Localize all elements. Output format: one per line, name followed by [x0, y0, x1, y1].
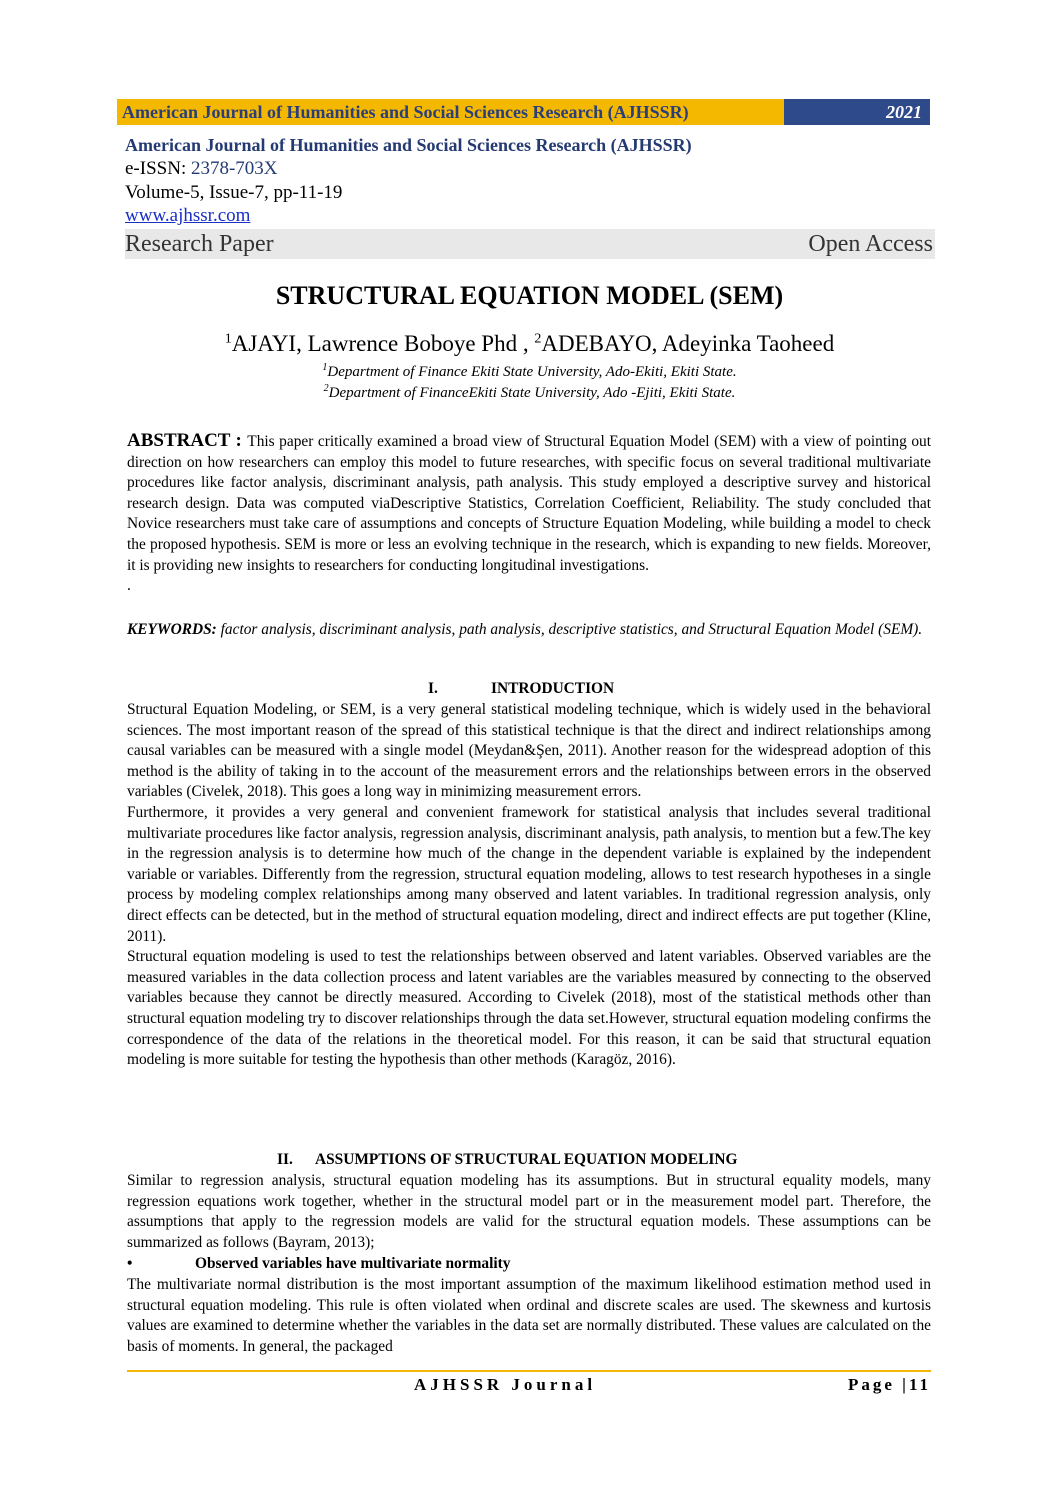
- issn-value: 2378-703X: [190, 158, 278, 179]
- footer-page-label: Page |: [848, 1375, 909, 1394]
- journal-meta: [125, 133, 935, 259]
- section-2-title: ASSUMPTIONS OF STRUCTURAL EQUATION MODELING: [315, 1151, 738, 1168]
- intro-paragraph-3: Structural equation modeling is used to test the relationships between observed and latent variables. Observed variables are the measured variables in the data collection process and latent variables are the variables measured by connecting to the observed variables because they cannot be directly measured. According to Civelek (2018), most of the statistical methods other than structural equation modeling try to discover relationships through the data set.However, structural equation modeling confirms the correspondence of the data of the relations in the theoretical model. For this reason, it can be said that structural equation modeling is more suitable for testing the hypothesis than other methods (Karagöz, 2016).: [127, 948, 931, 1069]
- normality-paragraph: The multivariate normal distribution is the most important assumption of the maximum likelihood estimation method used in structural equation modeling. This rule is often violated when ordinal and discrete scales are used. The skewness and kurtosis values are examined to determine whether the variables in the data set are normally distributed. These values are calculated on the basis of moments. In general, the packaged: [127, 1276, 931, 1355]
- affiliation-2: [0, 383, 1059, 402]
- bullet-icon: •: [127, 1255, 133, 1272]
- paper-title: STRUCTURAL EQUATION MODEL (SEM): [275, 281, 784, 310]
- section-2-body: [127, 1171, 931, 1253]
- paper-type: Research Paper: [125, 230, 274, 257]
- section-1-title: INTRODUCTION: [491, 680, 615, 697]
- header-year: 2021: [784, 99, 930, 125]
- author1-sup: 1: [224, 331, 232, 347]
- author2: ADEBAYO, Adeyinka Taoheed: [541, 331, 835, 356]
- meta-journal-name: American Journal of Humanities and Social Sciences Research (AJHSSR): [125, 135, 692, 155]
- assumptions-paragraph: Similar to regression analysis, structural equation modeling has its assumptions. But in structural equality models, many regression equations work together, whether in the structural model part or in the measurement model part. Therefore, the assumptions that apply to the regression models are valid for the structural equation models. These assumptions can be summarized as follows (Bayram, 2013);: [127, 1172, 931, 1251]
- affiliation-1-sup: 1: [322, 362, 328, 373]
- paper-type-strip: [125, 229, 935, 259]
- affiliation-1-text: Department of Finance Ekiti State University, Ado-Ekiti, Ekiti State.: [327, 364, 737, 380]
- abstract-text: This paper critically examined a broad view of Structural Equation Model (SEM) with a view of pointing out direction on how researchers can employ this model to future researches, with specific focus on several traditional multivariate procedures like factor analysis, discriminant analysis, path analysis. This study employed a descriptive survey and historical research design. Data was computed viaDescriptive Statistics, Correlation Coefficient, Reliability. The study concluded that Novice researchers must take care of assumptions and concepts of Structure Equation Modeling, while building a model to check the proposed hypothesis. SEM is more or less an evolving technique in the research, which is expanding to new fields. Moreover, it is providing new insights to researchers for conducting longitudinal investigations.: [127, 433, 931, 574]
- affiliation-2-sup: 2: [323, 383, 329, 394]
- section-2-number: II.: [277, 1151, 293, 1168]
- intro-paragraph-2: Furthermore, it provides a very general and convenient framework for statistical analysis that includes several traditional multivariate procedures like factor analysis, regression analysis, discriminant analysis, path analysis, to mention but a few.The key in the regression analysis is to determine how much of the change in the dependent variable is explained by the independent variable or variables. Differently from the regression, structural equation modeling, allows to test research hypotheses in a single process by modeling complex relationships among many observed and latent variables. In traditional regression analysis, only direct effects can be detected, but in the method of structural equation modeling, direct and indirect effects are put together (Kline, 2011).: [127, 803, 931, 945]
- journal-header-bar: [117, 99, 930, 125]
- bullet-item: [127, 1255, 510, 1273]
- abstract-dot: .: [127, 577, 131, 595]
- footer-page: [848, 1375, 931, 1395]
- section-1-number: I.: [428, 680, 438, 697]
- footer-divider: [127, 1370, 931, 1372]
- section-2-body-continued: [127, 1275, 931, 1357]
- abstract-label: ABSTRACT :: [127, 430, 248, 451]
- keywords: [127, 620, 931, 641]
- website-link[interactable]: www.ajhssr.com: [125, 205, 251, 226]
- author2-sup: 2: [534, 331, 542, 347]
- meta-issn: [125, 157, 935, 181]
- header-journal-name: American Journal of Humanities and Social Sciences Research (AJHSSR): [117, 99, 784, 125]
- abstract: [127, 431, 931, 597]
- intro-paragraph-1: Structural Equation Modeling, or SEM, is a very general statistical modeling technique, which is widely used in the behavioral sciences. The most important reason of the spread of this statistical technique is that the direct and indirect relationships among causal variables can be measured with a single model (Meydan&Şen, 2011). Another reason for the widespread adoption of this method is the ability of taking in to the account of the measurement errors and the relationships between errors in the observed variables (Civelek, 2018). This goes a long way in minimizing measurement errors.: [127, 701, 931, 801]
- issn-label: e-ISSN:: [125, 158, 191, 179]
- keywords-text: factor analysis, discriminant analysis, path analysis, descriptive statistics, and Structural Equation Model (SEM).: [216, 621, 923, 638]
- author1: AJAYI, Lawrence Boboye Phd ,: [231, 331, 535, 356]
- authors: [0, 331, 1059, 357]
- access-type: Open Access: [808, 230, 933, 257]
- affiliation-2-text: Department of FinanceEkiti State University, Ado -Ejiti, Ekiti State.: [328, 385, 736, 401]
- affiliation-1: [0, 362, 1059, 381]
- section-1-body: [127, 700, 931, 1071]
- footer-journal: AJHSSR Journal: [414, 1375, 597, 1394]
- bullet-text: Observed variables have multivariate normality: [195, 1255, 511, 1272]
- keywords-label: KEYWORDS:: [127, 621, 217, 638]
- meta-volume: Volume-5, Issue-7, pp-11-19: [125, 182, 343, 203]
- footer-page-number: 11: [908, 1375, 931, 1394]
